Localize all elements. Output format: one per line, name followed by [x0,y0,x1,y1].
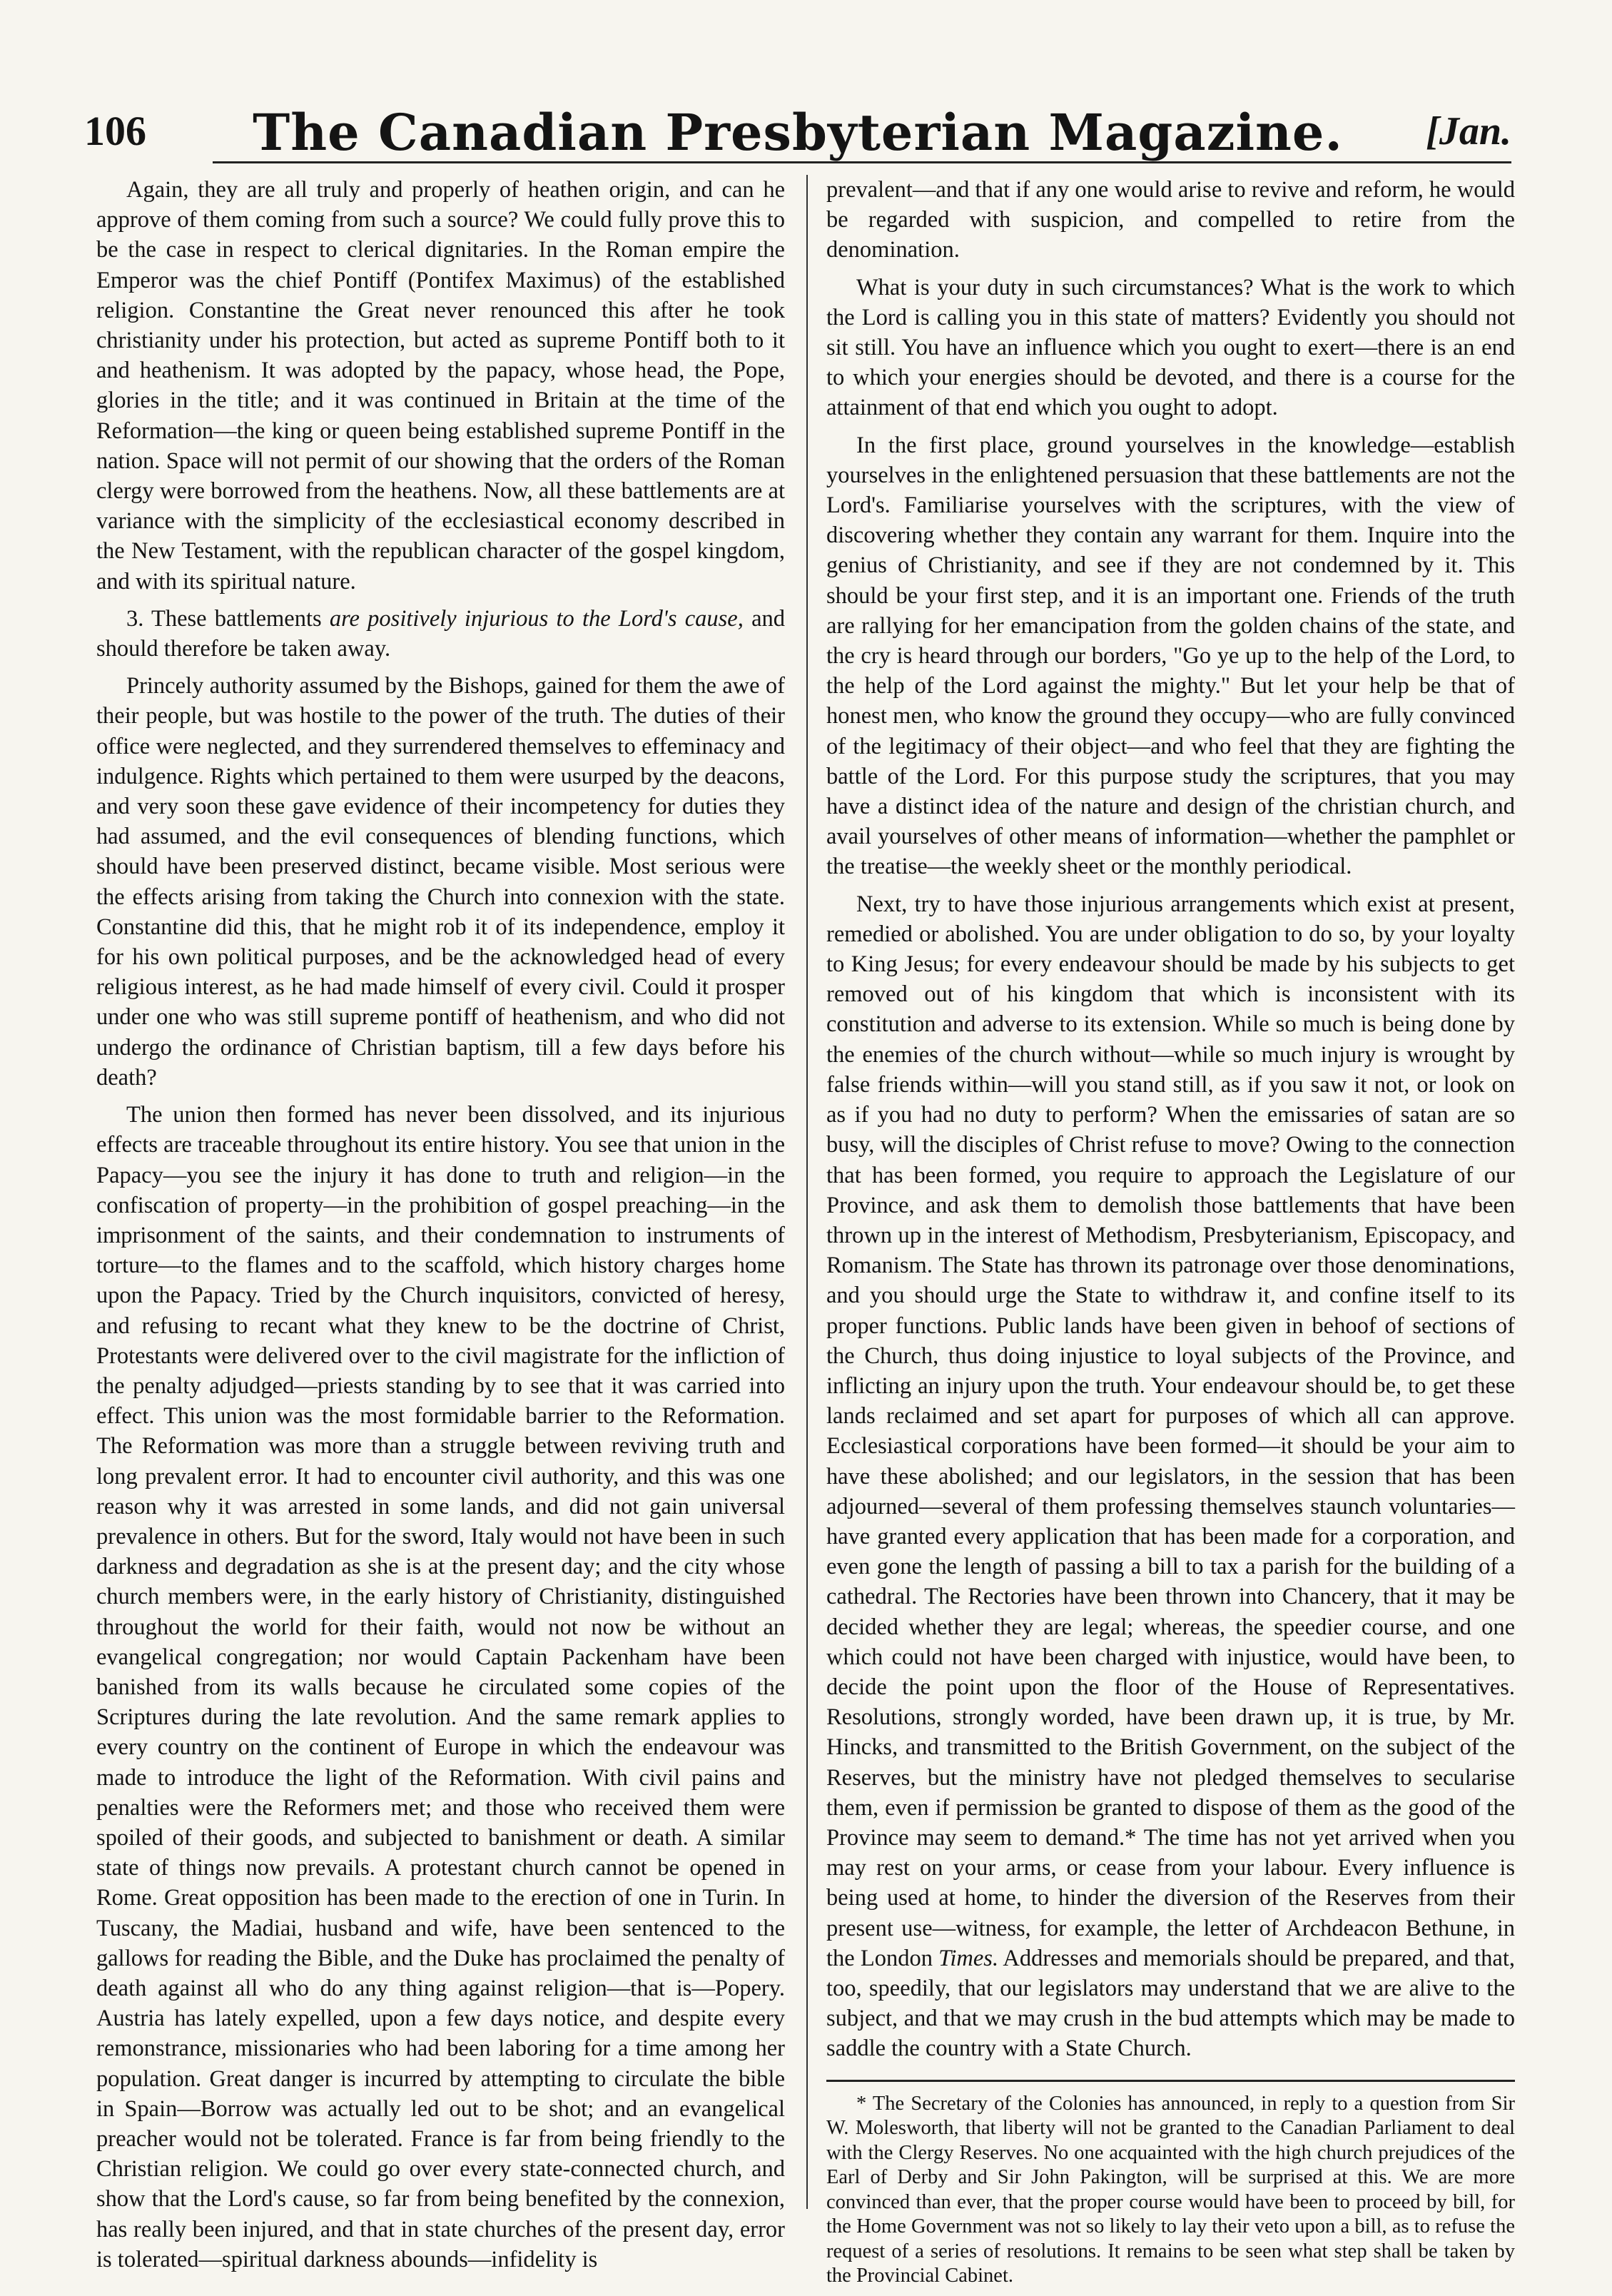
header-rule [213,161,1511,163]
right-column [826,175,1515,2296]
footnote-rule [826,2080,1515,2082]
emphasis-text: are positively injurious to the Lord's cause, [329,605,744,632]
paragraph: prevalent—and that if any one would arise to revive and reform, he would be regarded with suspicion, and compelled to retire from the denomination. [826,177,1515,263]
emphasis-text: Times. [938,1945,999,1971]
paragraph-text: Addresses and memorials should be prepared, and that, too, speedily, that our legislators may understand that we are alive to the subject, and that we may crush in the bud attempts which may be made to saddle the country with a State Church. [826,1945,1516,2062]
paragraph: Princely authority assumed by the Bishops, gained for them the awe of their people, but was hostile to the power of the truth. The duties of their office were neglected, and they surrendered themselves to effeminacy and indulgence. Rights which pertained to them were usurped by the deacons, and very soon these gave evidence of their incompetency for duties they had assumed, and the evil consequences of blending functions, which should have been preserved distinct, became visible. Most serious were the effects arising from taking the Church into connexion with the state. Constantine did this, that he might rob it of its independence, employ it for his own political purposes, and be the acknowledged head of every religious interest, as he had made himself of every civil. Could it prosper under one who was still supreme pontiff of heathenism, and who did not undergo the ordinance of Christian baptism, till a few days before his death? [96,673,785,1091]
magazine-title: The Canadian Presbyterian Magazine. [253,103,1343,162]
paragraph-text: 3. These battlements [126,605,330,632]
footnote: * The Secretary of the Colonies has announced, in reply to a question from Sir W. Molesworth, that liberty will not be granted to the Canadian Parliament to deal with the Clergy Reserves. No one acquainted with the high church prejudices of the Earl of Derby and Sir John Pakington, will be surprised at this. We are more convinced than ever, that the proper course would have been to proceed by bill, for the Home Government was not so likely to lay their veto upon a bill, as to refuse the request of a series of resolutions. It remains to be seen what step shall be taken by the Provincial Cabinet. [826,2092,1515,2287]
left-column [96,175,785,2282]
page-number: 106 [84,108,146,154]
column-divider [806,175,808,2209]
paragraph [826,889,1515,2064]
paragraph-text: and should therefore be taken away. [96,605,785,662]
paragraph: In the first place, ground yourselves in the knowledge—establish yourselves in the enlightened persuasion that these battlements are not the Lord's. Familiarise yourselves with the scriptures, with the view of discovering whether they contain any warrant for them. Inquire into the genius of Christianity, and see if they are not condemned by it. This should be your first step, and it is an important one. Friends of the truth are rallying for her emancipation from the golden chains of the state, and the cry is heard through our borders, "Go ye up to the help of the Lord, to the help of the Lord against the mighty." But let your help be that of honest men, who know the ground they occupy—who are fully convinced of the legitimacy of their object—and who feel that they are fighting the battle of the Lord. For this purpose study the scriptures, that you may have a distinct idea of the nature and design of the christian church, and avail yourselves of other means of information—whether the pamphlet or the treatise—the weekly sheet or the monthly periodical. [826,432,1515,880]
paragraph-text: Next, try to have those injurious arrangements which exist at present, remedied or abolished. You are under obligation to do so, by your loyalty to King Jesus; for every endeavour should be made by his subjects to get removed out of his kingdom that which is inconsistent with its constitution and adverse to its extension. While so much is being done by the enemies of the church without—while so much injury is wrought by false friends within—will you stand still, as if you saw it not, or look on as if you had no duty to perform? When the emissaries of satan are so busy, will the disciples of Christ refuse to move? Owing to the connection that has been formed, you require to approach the Legislature of our Province, and ask them to demolish those battlements that have been thrown up in the interest of Methodism, Presbyterianism, Episcopacy, and Romanism. The State has thrown its patronage over those denominations, and you should urge the State to withdraw it, and confine itself to its proper functions. Public lands have been given in behoof of sections of the Church, thus doing injustice to loyal subjects of the Province, and inflicting an injury upon the truth. Your endeavour should be, to get these lands reclaimed and set apart for purposes of which all can approve. Ecclesiastical corporations have been formed—it should be your aim to have these abolished; and our legislators, in the session that has been adjourned—several of them professing themselves staunch voluntaries—have granted every application that has been made for a corporation, and even gone the length of passing a bill to tax a parish for the building of a cathedral. The Rectories have been thrown into Chancery, that it may be decided whether they are legal; whereas, the speedier course, and one which could not have been charged with injustice, would have been, to decide the point upon the floor of the House of Representatives. Resolutions, strongly worded, have been drawn up, it is true, by Mr. Hincks, and transmitted to the British Government, on the subject of the Reserves, but the ministry have not pledged themselves to secularise them, even if permission be granted to dispose of them as the good of the Province may seem to demand.* The time has not yet arrived when you may rest on your arms, or cease from your labour. Every influence is being used at home, to hinder the diversion of the Reserves from their present use—witness, for example, the letter of Archdeacon Bethune, in the London [826,891,1515,1971]
page-header [84,100,1511,171]
paragraph: Again, they are all truly and properly of heathen origin, and can he approve of them coming from such a source? We could fully prove this to be the case in respect to clerical dignitaries. In the Roman empire the Emperor was the chief Pontiff (Pontifex Maximus) of the established religion. Constantine the Great never renounced this after he took christianity under his protection, but acted as supreme Pontiff both to it and heathenism. It was adopted by the papacy, whose head, the Pope, glories in the title; and it was continued in Britain at the time of the Reformation—the king or queen being established supreme Pontiff in the nation. Space will not permit of our showing that the orders of the Roman clergy were borrowed from the heathens. Now, all these battlements are at variance with the simplicity of the ecclesiastical economy described in the New Testament, with the republican character of the gospel kingdom, and with its spiritual nature. [96,177,785,595]
paragraph [96,604,785,664]
issue-month: [Jan. [1426,109,1511,153]
paragraph: What is your duty in such circumstances? What is the work to which the Lord is calling you in this state of matters? Evidently you should not sit still. You have an influence which you ought to exert—there is an end to which your energies should be devoted, and there is a course for the attainment of that end which you ought to adopt. [826,274,1515,421]
paragraph: The union then formed has never been dissolved, and its injurious effects are traceable throughout its entire history. You see that union in the Papacy—you see the injury it has done to truth and religion—in the confiscation of property—in the prohibition of gospel preaching—in the imprisonment of the saints, and their condemnation to instruments of torture—to the flames and to the scaffold, which history charges home upon the Papacy. Tried by the Church inquisitors, convicted of heresy, and refusing to recant what they knew to be the doctrine of Christ, Protestants were delivered over to the civil magistrate for the infliction of the penalty adjudged—priests standing by to see that it was carried into effect. This union was the most formidable barrier to the Reformation. The Reformation was more than a struggle between reviving truth and long prevalent error. It had to encounter civil authority, and this was one reason why it was arrested in some lands, and did not gain universal prevalence in others. But for the sword, Italy would not have been in such darkness and degradation as she is at the present day; and the city whose church members were, in the early history of Christianity, distinguished throughout the world for their faith, would not now be without an evangelical congregation; nor would Captain Packenham have been banished from its walls because he circulated some copies of the Scriptures during the late revolution. And the same remark applies to every country on the continent of Europe in which the endeavour was made to introduce the light of the Reformation. With civil pains and penalties were the Reformers met; and those who received them were spoiled of their goods, and subjected to banishment or death. A similar state of things now prevails. A protestant church cannot be opened in Rome. Great opposition has been made to the erection of one in Turin. In Tuscany, the Madiai, husband and wife, have been sentenced to the gallows for reading the Bible, and the Duke has proclaimed the penalty of death against all who do any thing against religion—that is—Popery. Austria has lately expelled, upon a few days notice, and despite every remonstrance, missionaries who had been laboring for a time among her population. Great danger is incurred by attempting to circulate the bible in Spain—Borrow was actually led out to be shot; and an evangelical preacher would not be tolerated. France is far from being friendly to the Christian religion. We could go over every state-connected church, and show that the Lord's cause, so far from being benefited by the connexion, has really been injured, and that in state churches of the present day, error is tolerated—spiritual darkness abounds—infidelity is [96,1102,785,2272]
